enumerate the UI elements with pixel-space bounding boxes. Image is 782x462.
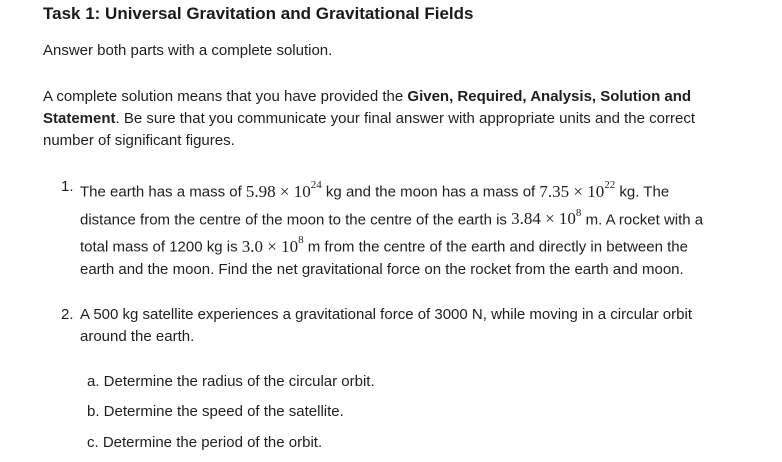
question-2b: b. Determine the speed of the satellite. <box>87 403 344 420</box>
question-1-number: 1. <box>61 178 74 195</box>
para-bold: Given, Required, Analysis, Solution and Statement <box>43 88 692 127</box>
task-title: Task 1: Universal Gravitation and Gravitational Fields <box>43 4 474 23</box>
rocket-distance-value <box>241 234 304 256</box>
earth-mass-value <box>245 179 322 201</box>
earth-mass-exponent: 24 <box>310 179 322 191</box>
para-prefix: A complete solution means that you have provided the <box>43 88 408 105</box>
rocket-distance-mantissa: 3.0 × 10 <box>241 236 299 256</box>
earth-mass-mantissa: 5.98 × 10 <box>245 181 311 201</box>
intro-text: Answer both parts with a complete solution. <box>43 42 333 59</box>
q1-text-5: m from the centre of the earth and directly in between the earth and the moon. Find the net gravitational force on the rocket from the earth and moon. <box>80 238 688 278</box>
question-2c: c. Determine the period of the orbit. <box>87 434 323 451</box>
question-1-body <box>80 176 711 281</box>
moon-mass-exponent: 22 <box>604 179 616 191</box>
question-1 <box>61 176 711 281</box>
instructions-paragraph <box>43 86 733 152</box>
rocket-distance-exponent: 8 <box>298 234 304 247</box>
distance-value <box>511 206 582 229</box>
question-2-number: 2. <box>61 306 74 323</box>
q1-text-1: The earth has a mass of <box>80 183 246 201</box>
distance-exponent: 8 <box>575 206 582 219</box>
question-2a: a. Determine the radius of the circular orbit. <box>87 373 375 390</box>
question-2 <box>61 304 711 348</box>
q1-text-3: kg. The distance from the centre of the moon to the centre of the earth is <box>80 183 670 229</box>
q1-text-2: kg and the moon has a mass of <box>321 183 540 201</box>
distance-mantissa: 3.84 × 10 <box>511 209 576 229</box>
moon-mass-mantissa: 7.35 × 10 <box>539 181 605 201</box>
question-2-body: A 500 kg satellite experiences a gravitational force of 3000 N, while moving in a circular orbit around the earth. <box>80 306 692 345</box>
para-suffix: . Be sure that you communicate your final answer with appropriate units and the correct number of significant figures. <box>43 110 695 149</box>
moon-mass-value <box>539 179 616 201</box>
q1-text-4: m. A rocket with a total mass of 1200 kg is <box>80 211 704 256</box>
